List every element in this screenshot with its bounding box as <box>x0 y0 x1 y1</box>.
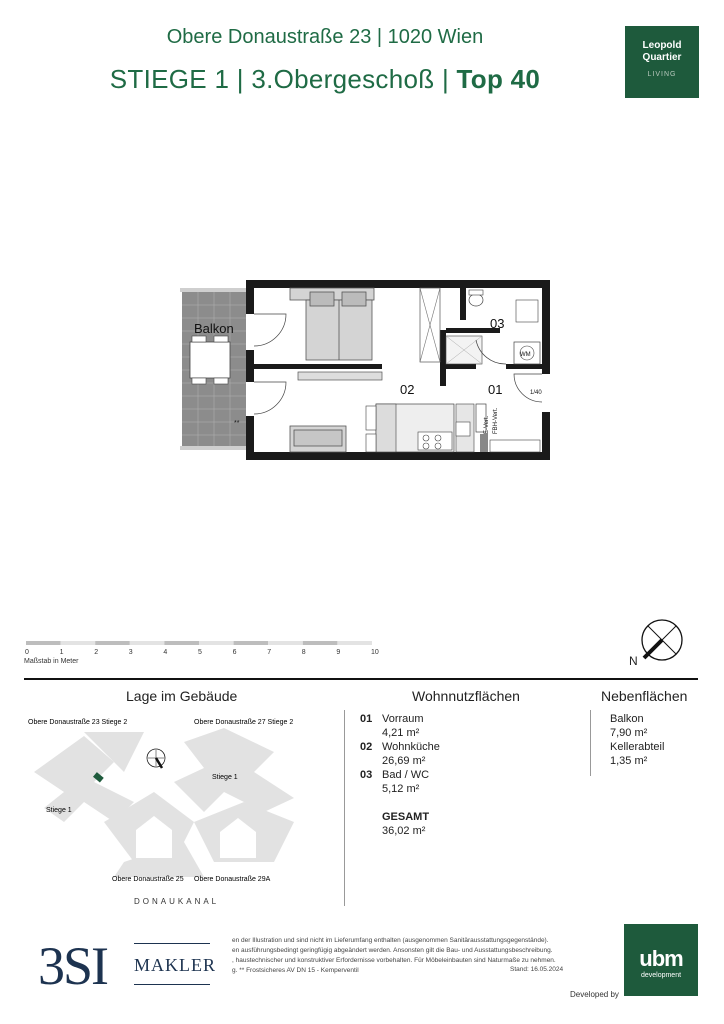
north-arrow-icon <box>630 618 690 670</box>
wohnnutz-heading: Wohnnutzflächen <box>412 688 520 704</box>
label-s29a: Obere Donaustraße 29A <box>194 876 271 883</box>
row-name: Bad / WC <box>382 769 430 781</box>
row-number: 01 <box>360 713 373 725</box>
neben-area: 1,35 m² <box>610 755 648 767</box>
label-stiege1-right: Stiege 1 <box>212 774 238 781</box>
list-item <box>360 768 440 782</box>
scale-tick-label: 3 <box>128 649 133 656</box>
ubm-mark: ubm <box>639 946 683 971</box>
unit-title-prefix: STIEGE 1 | 3.Obergeschoß | <box>109 64 457 94</box>
section-divider <box>24 678 698 680</box>
scale-segment <box>268 641 303 645</box>
wohnnutz-list <box>360 712 440 838</box>
entry-wardrobe <box>490 440 540 452</box>
makler-word: MAKLER <box>134 955 216 975</box>
list-item <box>360 712 440 726</box>
label-s25: Obere Donaustraße 25 <box>112 876 184 883</box>
scale-segment <box>303 641 338 645</box>
neben-name: Balkon <box>610 713 644 725</box>
makler-rule <box>134 984 210 985</box>
disclaimer-line: en der Illustration und sind nicht im Lieferumfang enthalten (ausgenommen Sanitärausstattungsgegenstände). <box>232 937 549 944</box>
stars-mark: ** <box>234 420 240 427</box>
row-area: 4,21 m² <box>382 727 420 739</box>
row-area: 5,12 m² <box>382 783 420 795</box>
row-number: 03 <box>360 769 373 781</box>
scale-tick-label: 8 <box>301 649 306 656</box>
scale-tick-label: 6 <box>232 649 237 656</box>
kanal-label: DONAUKANAL <box>134 897 220 906</box>
scale-tick-label: 5 <box>198 649 202 656</box>
disclaimer-line: , haustechnischer und konstruktiver Erfordernisse vorbehalten. Für Möbeleinbauten sind Naturmaße zu nehmen. <box>232 957 556 964</box>
logo-line-3: LIVING <box>647 71 677 78</box>
scale-unit-label: Maßstab in Meter <box>24 658 79 665</box>
logo-line-2: Quartier <box>642 52 682 63</box>
door-label: 1/40 <box>530 390 542 396</box>
row-area: 26,69 m² <box>382 755 426 767</box>
site-compass-icon <box>147 749 165 768</box>
scale-segment <box>234 641 269 645</box>
scale-tick-label: 2 <box>94 649 99 656</box>
wm-label: WM <box>520 352 531 358</box>
scale-tick-label: 0 <box>25 649 29 656</box>
sideboard <box>298 372 382 380</box>
scale-tick-label: 9 <box>336 649 341 656</box>
label-s23: Obere Donaustraße 23 Stiege 2 <box>28 719 128 726</box>
sofa <box>290 426 346 452</box>
lage-heading: Lage im Gebäude <box>126 688 238 704</box>
logo-line-1: Leopold <box>642 40 682 51</box>
leopold-quartier-logo <box>625 26 699 98</box>
neben-list <box>610 712 664 768</box>
site-plan <box>24 712 334 892</box>
label-stiege1-left: Stiege 1 <box>46 807 72 814</box>
address-line: Obere Donaustraße 23 | 1020 Wien <box>166 26 484 48</box>
label-s27: Obere Donaustraße 27 Stiege 2 <box>194 719 294 726</box>
room-03-label: 03 <box>490 316 505 331</box>
neben-heading: Nebenflächen <box>601 688 688 704</box>
unit-title <box>0 64 650 95</box>
total-area: 36,02 m² <box>382 825 426 837</box>
e-vert-label: E-Vert. <box>484 415 490 434</box>
scale-tick-label: 10 <box>371 649 379 656</box>
makler-mark: 3SI <box>38 936 108 996</box>
scale-tick-label: 1 <box>59 649 64 656</box>
floor-plan <box>170 270 560 470</box>
balkon-label: Balkon <box>194 321 234 336</box>
row-name: Wohnküche <box>382 741 440 753</box>
row-number: 02 <box>360 741 373 753</box>
neben-name: Kellerabteil <box>610 741 665 753</box>
scale-tick-label: 7 <box>267 649 272 656</box>
room-02-label: 02 <box>400 382 415 397</box>
wardrobe <box>420 288 440 362</box>
neben-area: 7,90 m² <box>610 727 648 739</box>
row-name: Vorraum <box>382 713 424 725</box>
unit-top-number: Top 40 <box>456 64 541 94</box>
makler-rule <box>134 943 210 944</box>
total-label: GESAMT <box>382 811 430 823</box>
disclaimer-line: en ausführungsbedingt geringfügig abgeändert werden. Ansonsten gilt die Bau- und Ausstattungsbeschreibung. <box>232 947 553 954</box>
scale-segment <box>337 641 372 645</box>
fbh-vert-label: FBH-Vert. <box>493 407 499 434</box>
ubm-logo <box>624 924 698 996</box>
north-label: N <box>629 654 638 668</box>
scale-segment <box>95 641 130 645</box>
stand-date: Stand: 16.05.2024 <box>510 966 564 973</box>
room-01-label: 01 <box>488 382 503 397</box>
disclaimer-line: g. ** Frostsicheres AV DN 15 - Kemperventil <box>232 967 359 974</box>
bed <box>290 288 374 360</box>
developed-by-label: Developed by <box>570 990 619 999</box>
scale-segment <box>199 641 234 645</box>
column-divider <box>590 710 591 776</box>
ubm-sub: development <box>640 972 682 979</box>
list-item <box>360 740 440 754</box>
scale-segment <box>26 641 61 645</box>
scale-segment <box>61 641 96 645</box>
column-divider <box>344 710 345 906</box>
makler-logo <box>38 935 107 997</box>
scale-segment <box>164 641 199 645</box>
kitchen <box>366 404 474 452</box>
scale-tick-label: 4 <box>163 649 168 656</box>
scale-segment <box>130 641 165 645</box>
